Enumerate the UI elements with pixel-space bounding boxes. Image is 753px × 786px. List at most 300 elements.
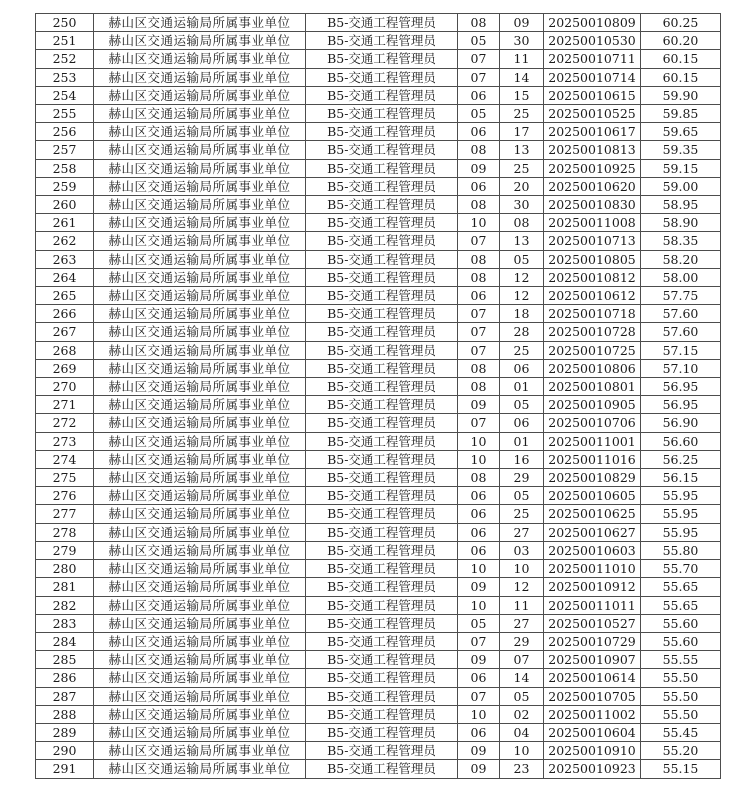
cell-num1: 06: [458, 505, 500, 523]
cell-score: 55.60: [641, 632, 721, 650]
cell-score: 59.65: [641, 123, 721, 141]
cell-num1: 10: [458, 432, 500, 450]
cell-score: 55.45: [641, 723, 721, 741]
cell-unit: 赫山区交通运输局所属事业单位: [94, 596, 306, 614]
table-row: [36, 560, 721, 578]
cell-num1: 06: [458, 541, 500, 559]
cell-num1: 06: [458, 723, 500, 741]
cell-no: 285: [36, 651, 94, 669]
cell-position: B5-交通工程管理员: [306, 396, 458, 414]
cell-unit: 赫山区交通运输局所属事业单位: [94, 268, 306, 286]
table-row: [36, 14, 721, 32]
cell-no: 253: [36, 68, 94, 86]
table-row: [36, 196, 721, 214]
cell-num1: 08: [458, 250, 500, 268]
cell-position: B5-交通工程管理员: [306, 687, 458, 705]
cell-num2: 30: [500, 32, 544, 50]
cell-exam-id: 20250010718: [544, 305, 641, 323]
cell-unit: 赫山区交通运输局所属事业单位: [94, 159, 306, 177]
cell-exam-id: 20250010525: [544, 105, 641, 123]
cell-num1: 10: [458, 705, 500, 723]
cell-no: 267: [36, 323, 94, 341]
cell-unit: 赫山区交通运输局所属事业单位: [94, 196, 306, 214]
cell-unit: 赫山区交通运输局所属事业单位: [94, 560, 306, 578]
cell-score: 55.15: [641, 760, 721, 778]
table-row: [36, 596, 721, 614]
cell-position: B5-交通工程管理员: [306, 50, 458, 68]
cell-no: 271: [36, 396, 94, 414]
cell-num1: 10: [458, 560, 500, 578]
cell-score: 57.15: [641, 341, 721, 359]
cell-num2: 07: [500, 651, 544, 669]
cell-score: 55.50: [641, 705, 721, 723]
cell-num1: 06: [458, 177, 500, 195]
cell-position: B5-交通工程管理员: [306, 68, 458, 86]
cell-exam-id: 20250010801: [544, 378, 641, 396]
cell-unit: 赫山区交通运输局所属事业单位: [94, 687, 306, 705]
cell-num2: 14: [500, 669, 544, 687]
cell-no: 289: [36, 723, 94, 741]
cell-score: 56.25: [641, 450, 721, 468]
cell-position: B5-交通工程管理员: [306, 359, 458, 377]
cell-num1: 07: [458, 632, 500, 650]
cell-unit: 赫山区交通运输局所属事业单位: [94, 450, 306, 468]
cell-unit: 赫山区交通运输局所属事业单位: [94, 432, 306, 450]
table-row: [36, 541, 721, 559]
cell-num1: 07: [458, 305, 500, 323]
table-row: [36, 632, 721, 650]
table-row: [36, 523, 721, 541]
cell-unit: 赫山区交通运输局所属事业单位: [94, 378, 306, 396]
cell-exam-id: 20250010907: [544, 651, 641, 669]
cell-no: 290: [36, 742, 94, 760]
cell-exam-id: 20250010714: [544, 68, 641, 86]
score-table: [35, 13, 721, 779]
cell-num2: 14: [500, 68, 544, 86]
cell-score: 58.00: [641, 268, 721, 286]
cell-position: B5-交通工程管理员: [306, 214, 458, 232]
table-row: [36, 469, 721, 487]
cell-num2: 25: [500, 341, 544, 359]
cell-exam-id: 20250010627: [544, 523, 641, 541]
cell-num1: 06: [458, 287, 500, 305]
cell-exam-id: 20250011002: [544, 705, 641, 723]
cell-num2: 13: [500, 232, 544, 250]
cell-score: 60.15: [641, 50, 721, 68]
cell-unit: 赫山区交通运输局所属事业单位: [94, 14, 306, 32]
cell-position: B5-交通工程管理员: [306, 742, 458, 760]
cell-no: 262: [36, 232, 94, 250]
table-row: [36, 323, 721, 341]
cell-num2: 09: [500, 14, 544, 32]
cell-position: B5-交通工程管理员: [306, 487, 458, 505]
cell-num2: 12: [500, 578, 544, 596]
cell-num2: 30: [500, 196, 544, 214]
cell-position: B5-交通工程管理员: [306, 323, 458, 341]
cell-num2: 06: [500, 359, 544, 377]
cell-num2: 10: [500, 742, 544, 760]
cell-num2: 25: [500, 505, 544, 523]
cell-score: 57.60: [641, 305, 721, 323]
cell-position: B5-交通工程管理员: [306, 450, 458, 468]
cell-position: B5-交通工程管理员: [306, 177, 458, 195]
cell-no: 284: [36, 632, 94, 650]
cell-num2: 16: [500, 450, 544, 468]
cell-num1: 08: [458, 14, 500, 32]
cell-position: B5-交通工程管理员: [306, 378, 458, 396]
cell-position: B5-交通工程管理员: [306, 723, 458, 741]
cell-no: 266: [36, 305, 94, 323]
cell-no: 288: [36, 705, 94, 723]
cell-unit: 赫山区交通运输局所属事业单位: [94, 523, 306, 541]
cell-score: 58.20: [641, 250, 721, 268]
table-row: [36, 232, 721, 250]
cell-score: 55.65: [641, 596, 721, 614]
cell-unit: 赫山区交通运输局所属事业单位: [94, 50, 306, 68]
cell-unit: 赫山区交通运输局所属事业单位: [94, 105, 306, 123]
cell-exam-id: 20250011008: [544, 214, 641, 232]
cell-num1: 10: [458, 214, 500, 232]
table-row: [36, 250, 721, 268]
cell-num1: 10: [458, 596, 500, 614]
cell-score: 55.80: [641, 541, 721, 559]
cell-num1: 07: [458, 50, 500, 68]
cell-num2: 02: [500, 705, 544, 723]
cell-num2: 28: [500, 323, 544, 341]
cell-no: 270: [36, 378, 94, 396]
table-row: [36, 669, 721, 687]
cell-unit: 赫山区交通运输局所属事业单位: [94, 396, 306, 414]
cell-num1: 07: [458, 687, 500, 705]
cell-unit: 赫山区交通运输局所属事业单位: [94, 742, 306, 760]
cell-score: 56.90: [641, 414, 721, 432]
cell-no: 265: [36, 287, 94, 305]
cell-score: 60.15: [641, 68, 721, 86]
cell-num1: 06: [458, 523, 500, 541]
cell-unit: 赫山区交通运输局所属事业单位: [94, 86, 306, 104]
table-row: [36, 141, 721, 159]
cell-position: B5-交通工程管理员: [306, 287, 458, 305]
cell-exam-id: 20250010706: [544, 414, 641, 432]
cell-position: B5-交通工程管理员: [306, 578, 458, 596]
cell-num1: 06: [458, 86, 500, 104]
table-row: [36, 742, 721, 760]
cell-position: B5-交通工程管理员: [306, 669, 458, 687]
cell-unit: 赫山区交通运输局所属事业单位: [94, 341, 306, 359]
cell-exam-id: 20250010612: [544, 287, 641, 305]
cell-num1: 08: [458, 359, 500, 377]
table-row: [36, 359, 721, 377]
cell-num1: 07: [458, 323, 500, 341]
cell-exam-id: 20250010713: [544, 232, 641, 250]
cell-no: 287: [36, 687, 94, 705]
cell-position: B5-交通工程管理员: [306, 196, 458, 214]
table-row: [36, 341, 721, 359]
cell-score: 56.95: [641, 396, 721, 414]
cell-score: 56.95: [641, 378, 721, 396]
cell-no: 273: [36, 432, 94, 450]
cell-num2: 01: [500, 378, 544, 396]
cell-num2: 18: [500, 305, 544, 323]
cell-unit: 赫山区交通运输局所属事业单位: [94, 614, 306, 632]
cell-score: 55.70: [641, 560, 721, 578]
cell-no: 282: [36, 596, 94, 614]
table-row: [36, 450, 721, 468]
cell-score: 56.15: [641, 469, 721, 487]
cell-score: 55.95: [641, 505, 721, 523]
cell-score: 55.65: [641, 578, 721, 596]
cell-unit: 赫山区交通运输局所属事业单位: [94, 760, 306, 778]
table-row: [36, 414, 721, 432]
cell-num1: 06: [458, 669, 500, 687]
cell-num2: 12: [500, 268, 544, 286]
table-row: [36, 687, 721, 705]
cell-score: 58.95: [641, 196, 721, 214]
cell-unit: 赫山区交通运输局所属事业单位: [94, 669, 306, 687]
cell-position: B5-交通工程管理员: [306, 523, 458, 541]
cell-no: 275: [36, 469, 94, 487]
cell-position: B5-交通工程管理员: [306, 105, 458, 123]
cell-position: B5-交通工程管理员: [306, 159, 458, 177]
cell-num1: 10: [458, 450, 500, 468]
cell-no: 260: [36, 196, 94, 214]
cell-exam-id: 20250010806: [544, 359, 641, 377]
cell-no: 263: [36, 250, 94, 268]
cell-unit: 赫山区交通运输局所属事业单位: [94, 32, 306, 50]
cell-exam-id: 20250010812: [544, 268, 641, 286]
cell-num1: 07: [458, 68, 500, 86]
table-row: [36, 378, 721, 396]
cell-exam-id: 20250010925: [544, 159, 641, 177]
cell-exam-id: 20250010805: [544, 250, 641, 268]
cell-exam-id: 20250010923: [544, 760, 641, 778]
cell-num1: 08: [458, 378, 500, 396]
cell-position: B5-交通工程管理员: [306, 141, 458, 159]
cell-position: B5-交通工程管理员: [306, 705, 458, 723]
cell-unit: 赫山区交通运输局所属事业单位: [94, 359, 306, 377]
cell-unit: 赫山区交通运输局所属事业单位: [94, 68, 306, 86]
cell-num2: 05: [500, 687, 544, 705]
cell-num2: 10: [500, 560, 544, 578]
cell-exam-id: 20250010615: [544, 86, 641, 104]
cell-num2: 05: [500, 250, 544, 268]
cell-exam-id: 20250010829: [544, 469, 641, 487]
cell-position: B5-交通工程管理员: [306, 232, 458, 250]
cell-unit: 赫山区交通运输局所属事业单位: [94, 232, 306, 250]
cell-num2: 15: [500, 86, 544, 104]
cell-score: 59.15: [641, 159, 721, 177]
cell-unit: 赫山区交通运输局所属事业单位: [94, 323, 306, 341]
cell-num2: 13: [500, 141, 544, 159]
cell-num1: 09: [458, 159, 500, 177]
cell-unit: 赫山区交通运输局所属事业单位: [94, 177, 306, 195]
cell-exam-id: 20250010617: [544, 123, 641, 141]
cell-exam-id: 20250011011: [544, 596, 641, 614]
cell-exam-id: 20250010830: [544, 196, 641, 214]
cell-num1: 08: [458, 196, 500, 214]
cell-num2: 01: [500, 432, 544, 450]
cell-no: 250: [36, 14, 94, 32]
cell-position: B5-交通工程管理员: [306, 432, 458, 450]
cell-num2: 17: [500, 123, 544, 141]
cell-score: 55.60: [641, 614, 721, 632]
cell-num1: 09: [458, 396, 500, 414]
cell-num2: 29: [500, 469, 544, 487]
cell-num2: 25: [500, 159, 544, 177]
cell-exam-id: 20250010530: [544, 32, 641, 50]
cell-no: 261: [36, 214, 94, 232]
cell-score: 59.00: [641, 177, 721, 195]
cell-num1: 07: [458, 341, 500, 359]
cell-num1: 06: [458, 123, 500, 141]
cell-num2: 08: [500, 214, 544, 232]
cell-unit: 赫山区交通运输局所属事业单位: [94, 305, 306, 323]
table-row: [36, 32, 721, 50]
cell-no: 280: [36, 560, 94, 578]
table-row: [36, 268, 721, 286]
cell-unit: 赫山区交通运输局所属事业单位: [94, 487, 306, 505]
cell-exam-id: 20250010729: [544, 632, 641, 650]
table-row: [36, 614, 721, 632]
cell-no: 279: [36, 541, 94, 559]
cell-unit: 赫山区交通运输局所属事业单位: [94, 141, 306, 159]
table-row: [36, 396, 721, 414]
table-row: [36, 705, 721, 723]
cell-unit: 赫山区交通运输局所属事业单位: [94, 723, 306, 741]
cell-no: 281: [36, 578, 94, 596]
cell-score: 58.90: [641, 214, 721, 232]
cell-num1: 05: [458, 105, 500, 123]
cell-num2: 27: [500, 614, 544, 632]
cell-unit: 赫山区交通运输局所属事业单位: [94, 632, 306, 650]
cell-unit: 赫山区交通运输局所属事业单位: [94, 578, 306, 596]
cell-score: 59.85: [641, 105, 721, 123]
table-row: [36, 177, 721, 195]
cell-position: B5-交通工程管理员: [306, 14, 458, 32]
cell-no: 291: [36, 760, 94, 778]
cell-exam-id: 20250010725: [544, 341, 641, 359]
cell-exam-id: 20250010625: [544, 505, 641, 523]
cell-num2: 03: [500, 541, 544, 559]
cell-score: 55.50: [641, 687, 721, 705]
cell-unit: 赫山区交通运输局所属事业单位: [94, 505, 306, 523]
cell-num1: 05: [458, 614, 500, 632]
table-row: [36, 505, 721, 523]
cell-score: 57.75: [641, 287, 721, 305]
cell-position: B5-交通工程管理员: [306, 614, 458, 632]
cell-num2: 06: [500, 414, 544, 432]
cell-exam-id: 20250010620: [544, 177, 641, 195]
table-row: [36, 487, 721, 505]
table-row: [36, 432, 721, 450]
cell-score: 59.90: [641, 86, 721, 104]
cell-unit: 赫山区交通运输局所属事业单位: [94, 214, 306, 232]
cell-position: B5-交通工程管理员: [306, 760, 458, 778]
cell-no: 283: [36, 614, 94, 632]
table-row: [36, 305, 721, 323]
cell-exam-id: 20250011001: [544, 432, 641, 450]
cell-num2: 29: [500, 632, 544, 650]
cell-no: 259: [36, 177, 94, 195]
cell-no: 258: [36, 159, 94, 177]
cell-no: 274: [36, 450, 94, 468]
cell-position: B5-交通工程管理员: [306, 86, 458, 104]
cell-no: 286: [36, 669, 94, 687]
cell-exam-id: 20250011010: [544, 560, 641, 578]
cell-unit: 赫山区交通运输局所属事业单位: [94, 469, 306, 487]
cell-num1: 08: [458, 268, 500, 286]
cell-num2: 05: [500, 487, 544, 505]
cell-exam-id: 20250010728: [544, 323, 641, 341]
cell-unit: 赫山区交通运输局所属事业单位: [94, 414, 306, 432]
cell-num1: 07: [458, 414, 500, 432]
cell-num2: 11: [500, 596, 544, 614]
cell-exam-id: 20250010605: [544, 487, 641, 505]
cell-position: B5-交通工程管理员: [306, 305, 458, 323]
cell-no: 268: [36, 341, 94, 359]
cell-score: 57.60: [641, 323, 721, 341]
cell-num1: 09: [458, 760, 500, 778]
cell-score: 56.60: [641, 432, 721, 450]
cell-no: 251: [36, 32, 94, 50]
cell-unit: 赫山区交通运输局所属事业单位: [94, 250, 306, 268]
cell-num1: 09: [458, 651, 500, 669]
cell-num1: 08: [458, 141, 500, 159]
cell-no: 254: [36, 86, 94, 104]
cell-exam-id: 20250010604: [544, 723, 641, 741]
cell-no: 257: [36, 141, 94, 159]
cell-no: 278: [36, 523, 94, 541]
cell-no: 277: [36, 505, 94, 523]
table-row: [36, 50, 721, 68]
cell-score: 55.20: [641, 742, 721, 760]
table-row: [36, 760, 721, 778]
cell-position: B5-交通工程管理员: [306, 341, 458, 359]
cell-position: B5-交通工程管理员: [306, 541, 458, 559]
cell-unit: 赫山区交通运输局所属事业单位: [94, 651, 306, 669]
cell-score: 55.95: [641, 487, 721, 505]
cell-exam-id: 20250010910: [544, 742, 641, 760]
cell-no: 255: [36, 105, 94, 123]
cell-position: B5-交通工程管理员: [306, 123, 458, 141]
cell-exam-id: 20250010603: [544, 541, 641, 559]
cell-position: B5-交通工程管理员: [306, 469, 458, 487]
cell-position: B5-交通工程管理员: [306, 596, 458, 614]
table-row: [36, 723, 721, 741]
cell-num1: 06: [458, 487, 500, 505]
cell-position: B5-交通工程管理员: [306, 268, 458, 286]
cell-num2: 20: [500, 177, 544, 195]
cell-num2: 27: [500, 523, 544, 541]
cell-no: 272: [36, 414, 94, 432]
cell-no: 252: [36, 50, 94, 68]
cell-no: 269: [36, 359, 94, 377]
cell-num1: 09: [458, 578, 500, 596]
cell-no: 256: [36, 123, 94, 141]
cell-position: B5-交通工程管理员: [306, 505, 458, 523]
cell-no: 264: [36, 268, 94, 286]
cell-num2: 04: [500, 723, 544, 741]
cell-score: 55.50: [641, 669, 721, 687]
cell-exam-id: 20250010527: [544, 614, 641, 632]
cell-unit: 赫山区交通运输局所属事业单位: [94, 287, 306, 305]
cell-num1: 08: [458, 469, 500, 487]
table-row: [36, 214, 721, 232]
cell-num1: 07: [458, 232, 500, 250]
cell-score: 55.95: [641, 523, 721, 541]
cell-exam-id: 20250011016: [544, 450, 641, 468]
cell-num2: 23: [500, 760, 544, 778]
